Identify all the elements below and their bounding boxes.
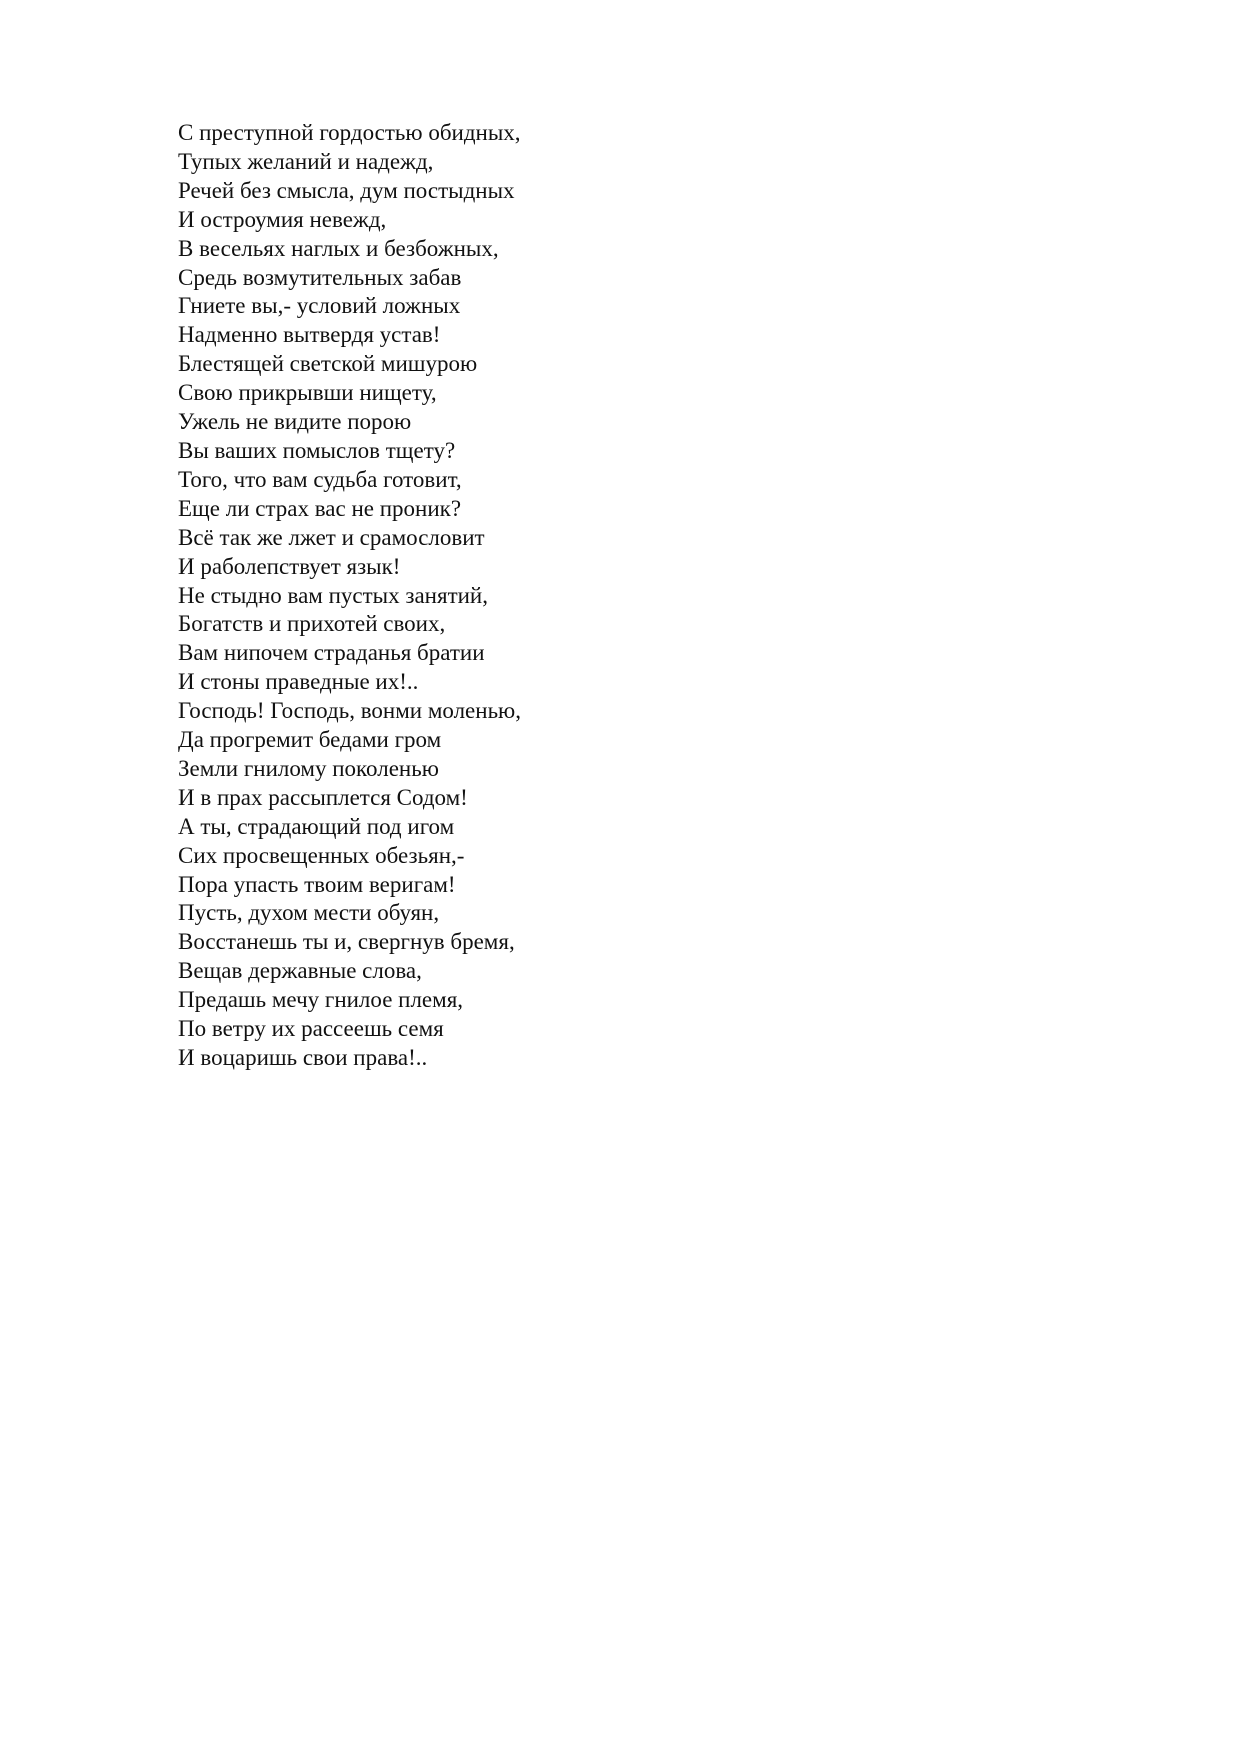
- poem-line: Вещав державные слова,: [178, 958, 422, 984]
- poem-line: Не стыдно вам пустых занятий,: [178, 582, 488, 608]
- poem-line: Блестящей светской мишурою: [178, 351, 478, 377]
- poem-line: Господь! Господь, вонми моленью,: [178, 698, 521, 724]
- poem-line: И остроумия невежд,: [178, 206, 387, 232]
- poem-line: Сих просвещенных обезьян,-: [178, 842, 465, 868]
- poem-line: Земли гнилому поколенью: [178, 755, 439, 781]
- poem-line: Восстанешь ты и, свергнув бремя,: [178, 929, 515, 955]
- poem-line: Пусть, духом мести обуян,: [178, 900, 440, 926]
- poem-line: И воцаришь свои права!..: [178, 1045, 428, 1070]
- poem-line: Предашь мечу гнилое племя,: [178, 987, 464, 1013]
- poem-line: Свою прикрывши нищету,: [178, 380, 437, 406]
- poem-line: Надменно вытвердя устав!: [178, 322, 441, 348]
- poem-line: Речей без смысла, дум постыдных: [178, 177, 515, 203]
- poem-line: С преступной гордостью обидных,: [178, 120, 521, 145]
- poem-line: Того, что вам судьба готовит,: [178, 466, 462, 492]
- poem-line: Еще ли страх вас не проник?: [178, 495, 462, 521]
- poem-line: Гниете вы,- условий ложных: [178, 293, 461, 319]
- poem-line: И раболепствует язык!: [178, 553, 401, 579]
- poem-line: Пора упасть твоим веригам!: [178, 871, 456, 897]
- poem-line: И в прах рассыплется Содом!: [178, 784, 468, 810]
- poem-line: А ты, страдающий под игом: [178, 813, 455, 839]
- poem-line: Вам нипочем страданья братии: [178, 640, 485, 666]
- poem-line: Вы ваших помыслов тщету?: [178, 437, 456, 463]
- poem-line: В весельях наглых и безбожных,: [178, 235, 499, 261]
- poem-line: Тупых желаний и надежд,: [178, 148, 434, 174]
- poem-line: Средь возмутительных забав: [178, 264, 462, 290]
- poem-line: И стоны праведные их!..: [178, 669, 419, 695]
- poem-line: Ужель не видите порою: [178, 409, 412, 435]
- poem-text: [178, 119, 521, 1073]
- poem-line: Всё так же лжет и срамословит: [178, 524, 485, 550]
- poem-line: Да прогремит бедами гром: [178, 727, 442, 753]
- poem-line: Богатств и прихотей своих,: [178, 611, 446, 637]
- poem-line: По ветру их рассеешь семя: [178, 1016, 444, 1042]
